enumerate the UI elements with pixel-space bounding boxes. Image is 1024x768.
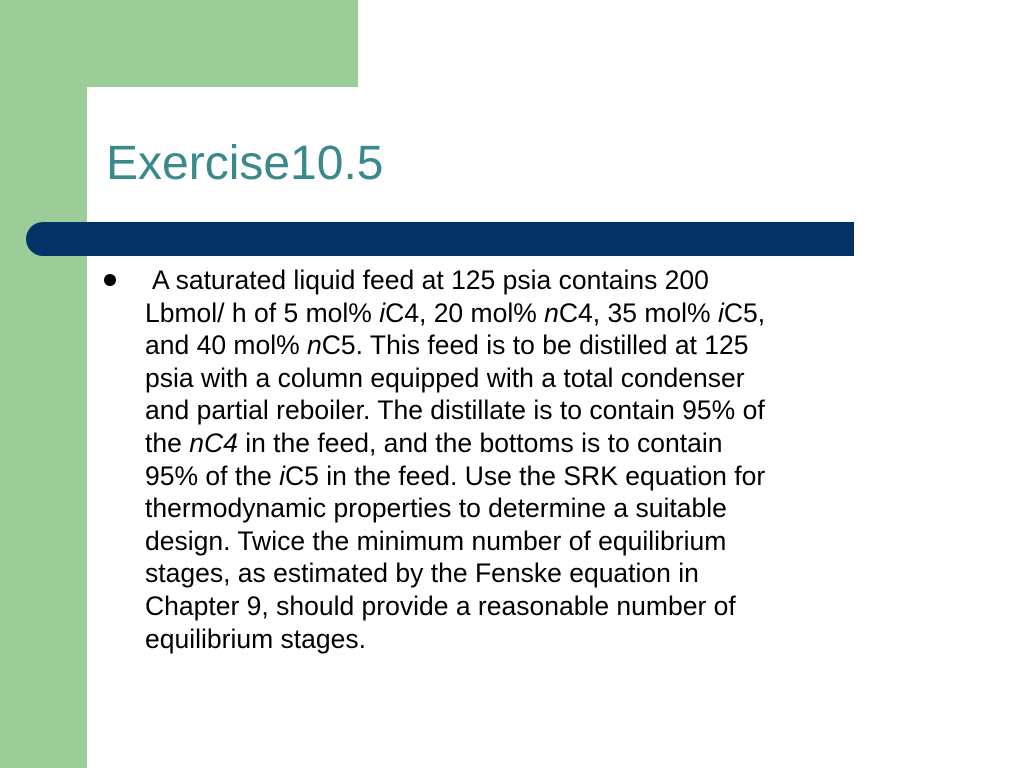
bullet-text (145, 264, 955, 655)
text-segment: in the feed, and the bottoms is to contain (237, 427, 723, 458)
italic-segment: nC4 (189, 427, 238, 458)
title-underline-bar (26, 222, 854, 256)
bullet-text-line (145, 297, 955, 330)
italic-segment: n (307, 330, 322, 361)
bullet-text-line (145, 264, 955, 297)
text-segment: A saturated liquid feed at 125 psia contains 200 (152, 265, 709, 295)
bullet-text-line (145, 329, 955, 362)
italic-segment: n (544, 297, 559, 328)
text-segment: and partial reboiler. The distillate is to contain 95% of (145, 395, 765, 426)
text-segment: C5, (723, 297, 766, 328)
text-segment: psia with a column equipped with a total condenser (145, 362, 745, 393)
green-top-block-decoration (0, 0, 358, 87)
italic-segment: i (379, 297, 386, 328)
slide-title: Exercise10.5 (106, 137, 384, 190)
text-segment: 95% of the (145, 460, 280, 491)
text-segment: the (145, 427, 190, 458)
italic-segment: i (279, 460, 285, 491)
bullet-text-line (145, 590, 955, 623)
bullet-text-line (145, 492, 955, 525)
bullet-text-line (145, 623, 955, 656)
bullet-text-line (145, 427, 955, 460)
bullet-text-line (145, 460, 955, 493)
text-segment: Lbmol/ h of 5 mol% (145, 297, 380, 328)
text-segment: equilibrium stages. (145, 623, 366, 654)
italic-segment: i (718, 297, 724, 328)
text-segment: stages, as estimated by the Fenske equation in (145, 558, 699, 589)
text-segment: thermodynamic properties to determine a suitable (145, 493, 727, 524)
text-segment: C4, 20 mol% (385, 297, 545, 328)
text-segment: C5. This feed is to be distilled at 125 (321, 330, 749, 361)
bullet-text-line (145, 394, 955, 427)
bullet-text-line (145, 525, 955, 558)
text-segment: Chapter 9, should provide a reasonable number of (145, 590, 736, 621)
green-sidebar-decoration (0, 0, 87, 768)
text-segment: design. Twice the minimum number of equilibrium (145, 525, 727, 556)
bullet-text-line (145, 362, 955, 395)
text-segment: C4, 35 mol% (558, 297, 718, 328)
bullet-dot-icon (104, 274, 116, 286)
bullet-text-line (145, 557, 955, 590)
text-segment: and 40 mol% (145, 330, 308, 361)
text-segment: C5 in the feed. Use the SRK equation for (284, 460, 766, 491)
